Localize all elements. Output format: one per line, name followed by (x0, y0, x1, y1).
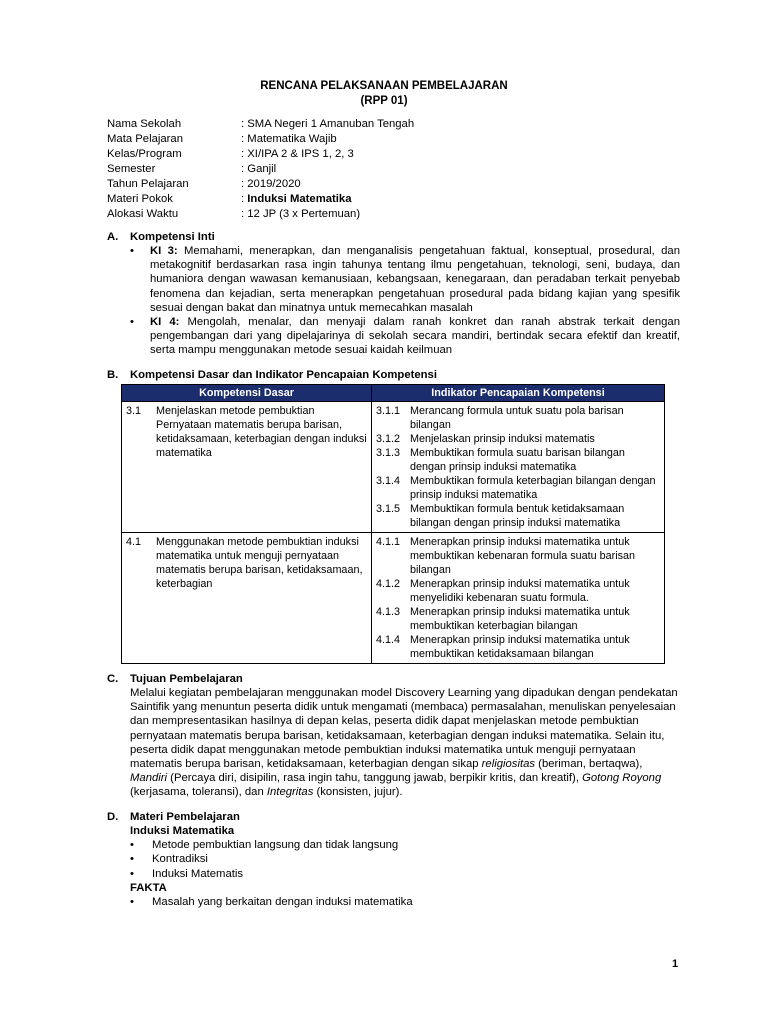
objective-text: (Percaya diri, disipilin, rasa ingin tahu, tanggung jawab, berpikir kritis, dan kreatif), (167, 772, 583, 785)
indicator-number: 4.1.2 (376, 578, 401, 590)
indicator-number: 4.1.4 (376, 634, 401, 646)
indicator-text: Membuktikan formula keterbagian bilangan dengan prinsip induksi matematika (410, 475, 656, 501)
document-title (0, 79, 768, 108)
indicator-text: Menerapkan prinsip induksi matematika untuk membuktikan keterbagian bilangan (410, 606, 630, 632)
objective-emphasis: Gotong Royong (582, 772, 662, 785)
indicator-item (376, 474, 660, 502)
identity-value: : XI/IPA 2 & IPS 1, 2, 3 (241, 148, 354, 160)
identity-value: : Ganjil (241, 163, 277, 175)
indicator-text: Menerapkan prinsip induksi matematika untuk menyelidiki kebenaran suatu formula. (410, 578, 630, 604)
bullet-icon: • (130, 896, 134, 909)
table-header-row (122, 385, 665, 402)
ki-description: Mengolah, menalar, dan menyaji dalam ranah konkret dan ranah abstrak terkait dengan pengembangan dari yang dipelajarinya di sekolah secara mandiri, bertindak secara efektif dan kreatif, serta mampu menggunakan metode sesuai kaidah keilmuan (150, 316, 680, 357)
objective-text: (kerjasama, toleransi), dan (130, 786, 267, 799)
section-letter: A. (107, 231, 119, 243)
section-title: Tujuan Pembelajaran (130, 673, 243, 685)
identity-value: : 2019/2020 (241, 178, 301, 190)
list-item (130, 244, 680, 315)
title-line-2: (RPP 01) (360, 94, 408, 107)
bullet-icon: • (130, 245, 134, 257)
indicator-item (376, 535, 660, 577)
table-row (122, 533, 665, 664)
identity-label: Semester (107, 163, 156, 175)
indicator-number: 3.1.2 (376, 433, 401, 445)
list-item (130, 867, 680, 881)
identity-value: : 12 JP (3 x Pertemuan) (241, 208, 361, 220)
indicator-cell (372, 533, 665, 664)
objective-emphasis: religiositas (481, 758, 536, 771)
section-title: Materi Pembelajaran (130, 811, 240, 823)
section-a-heading (107, 230, 215, 244)
bullet-icon: • (130, 839, 134, 852)
indicator-text: Menjelaskan prinsip induksi matematis (410, 433, 595, 445)
indicator-item (376, 446, 660, 474)
identity-row-time (107, 207, 414, 222)
identity-label: Alokasi Waktu (107, 208, 179, 220)
indicator-text: Menerapkan prinsip induksi matematika untuk membuktikan ketidaksamaan bilangan (410, 634, 630, 660)
indicator-item (376, 502, 660, 530)
list-item (130, 315, 680, 358)
indicator-text: Merancang formula untuk suatu pola barisan bilangan (410, 405, 624, 431)
indicator-item (376, 605, 660, 633)
indicator-text: Menerapkan prinsip induksi matematika untuk membuktikan kebenaran formula suatu barisan bilangan (410, 536, 636, 576)
identity-label: Kelas/Program (107, 148, 182, 160)
identity-label: Materi Pokok (107, 193, 173, 205)
kd-cell (122, 533, 372, 664)
column-header: Indikator Pencapaian Kompetensi (372, 385, 665, 402)
section-b-heading (107, 368, 437, 382)
ki-label: KI 3: (150, 245, 178, 257)
indicator-item (376, 432, 660, 446)
indicator-text: Membuktikan formula bentuk ketidaksamaan bilangan dengan prinsip induksi matematika (410, 503, 625, 529)
material-item-text: Induksi Matematis (152, 867, 244, 880)
identity-row-semester (107, 162, 414, 177)
identity-row-school (107, 117, 414, 132)
identity-label: Nama Sekolah (107, 118, 182, 130)
section-title: Kompetensi Dasar dan Indikator Pencapaian Kompetensi (130, 369, 437, 381)
section-d-heading (107, 810, 240, 824)
objective-text: (beriman, bertaqwa), (535, 758, 643, 771)
identity-row-subject (107, 132, 414, 147)
indicator-text: Membuktikan formula suatu barisan bilangan dengan prinsip induksi matematika (410, 447, 625, 473)
indicator-item (376, 404, 660, 432)
list-item (130, 838, 680, 852)
indicator-number: 3.1.1 (376, 405, 401, 417)
identity-value (241, 192, 352, 207)
identity-value-bold: Induksi Matematika (247, 193, 352, 205)
indicator-item (376, 633, 660, 661)
section-letter: B. (107, 369, 119, 381)
section-c-heading (107, 672, 243, 686)
kd-text: Menjelaskan metode pembuktian Pernyataan matematis berupa barisan, ketidaksamaan, keterbagian dengan induksi matematika (156, 405, 367, 459)
kd-number: 3.1 (126, 405, 142, 417)
identity-value: : Matematika Wajib (241, 133, 337, 145)
indicator-cell (372, 402, 665, 533)
identity-label: Tahun Pelajaran (107, 178, 189, 190)
identity-value-prefix: : (241, 193, 248, 205)
fakta-item-text: Masalah yang berkaitan dengan induksi matematika (152, 896, 413, 909)
table-row (122, 402, 665, 533)
bullet-icon: • (130, 867, 134, 880)
section-letter: C. (107, 673, 119, 685)
title-line-1: RENCANA PELAKSANAAN PEMBELAJARAN (260, 80, 508, 92)
ki-label: KI 4: (150, 316, 180, 329)
ki-description: Memahami, menerapkan, dan menganalisis pengetahuan faktual, konseptual, prosedural, dan metakognitif berdasarkan rasa ingin tahunya tentang ilmu pengetahuan, teknologi, seni, budaya, dan humaniora dengan wawasan kemanusiaan, kebangsaan, kenegaraan, dan peradaban terkait penyebab fenomena dan kejadian, serta menerapkan pengetahuan prosedural pada bidang kajian yang spesifik sesuai dengan bakat dan minatnya untuk memecahkan masalah (150, 245, 681, 314)
objective-text: Melalui kegiatan pembelajaran menggunakan model Discovery Learning yang dipadukan dengan pendekatan Saintifik yang menuntun peserta didik untuk mengamati (membaca) permasalahan, menuliskan penyelesaian dan mempresentasikan hasilnya di depan kelas, peserta didik dapat menjelaskan metode pembuktian pernyataan matematis berupa barisan, ketidaksamaan, keterbagian dengan induksi matematika. Selain itu, peserta didik dapat menggunakan metode pembuktian induksi matematika untuk menguji pernyataan matematis berupa barisan, ketidaksamaan, keterbagian dengan sikap (130, 687, 678, 771)
fakta-heading: FAKTA (130, 881, 167, 894)
section-title: Kompetensi Inti (130, 231, 215, 243)
kd-text: Menggunakan metode pembuktian induksi matematika untuk menguji pernyataan matematis berupa barisan, ketidaksamaan, keterbagian (156, 536, 363, 590)
identity-row-class (107, 147, 414, 162)
column-header: Kompetensi Dasar (122, 385, 372, 402)
indicator-number: 3.1.4 (376, 475, 401, 487)
list-item (130, 852, 680, 866)
page-number: 1 (672, 958, 679, 970)
kd-cell (122, 402, 372, 533)
learning-objective-paragraph (130, 686, 680, 800)
identity-value: : SMA Negeri 1 Amanuban Tengah (241, 118, 415, 130)
indicator-number: 3.1.5 (376, 503, 401, 515)
learning-material (130, 824, 680, 909)
bullet-icon: • (130, 316, 134, 329)
kd-number: 4.1 (126, 536, 142, 548)
identity-row-year (107, 177, 414, 192)
objective-text: (konsisten, jujur). (313, 786, 403, 799)
bullet-icon: • (130, 853, 134, 866)
objective-emphasis: Mandiri (130, 772, 168, 785)
ki-text (150, 315, 680, 358)
indicator-number: 3.1.3 (376, 447, 401, 459)
material-item-text: Metode pembuktian langsung dan tidak langsung (152, 839, 399, 852)
indicator-number: 4.1.1 (376, 536, 401, 548)
core-competency-list (130, 244, 680, 358)
indicator-number: 4.1.3 (376, 606, 401, 618)
identity-label: Mata Pelajaran (107, 133, 183, 145)
indicator-item (376, 577, 660, 605)
objective-emphasis: Integritas (266, 786, 314, 799)
identity-row-topic (107, 192, 414, 207)
list-item (130, 895, 680, 909)
competency-table (121, 384, 665, 664)
ki-text (150, 244, 680, 315)
material-subheading: Induksi Matematika (130, 825, 235, 837)
material-item-text: Kontradiksi (152, 853, 208, 866)
identity-block (107, 117, 414, 222)
section-letter: D. (107, 811, 119, 823)
